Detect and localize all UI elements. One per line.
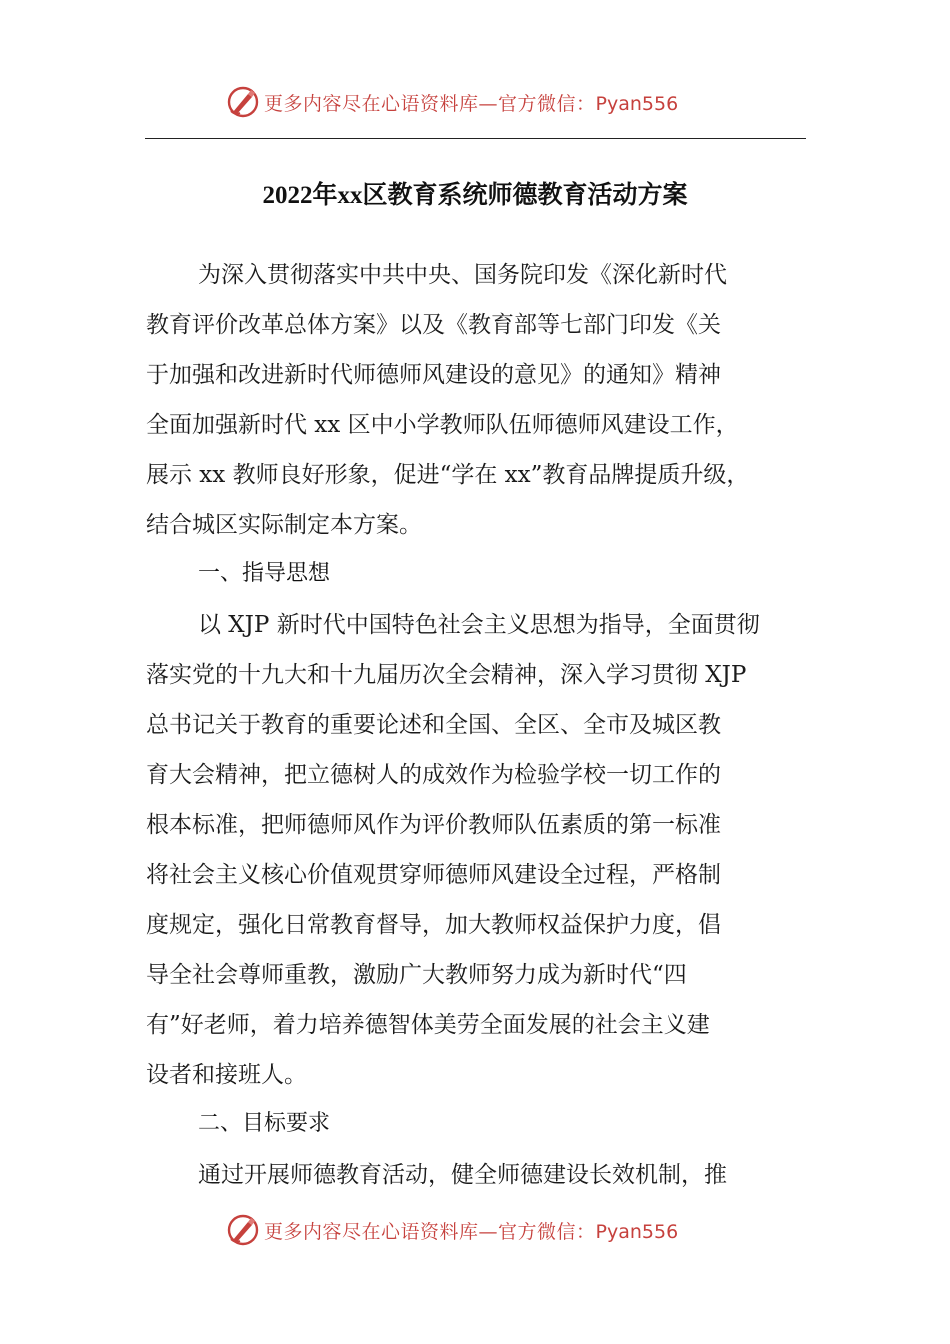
section1-line: 根本标准，把师德师风作为评价教师队伍素质的第一标准	[146, 812, 721, 838]
section1-line: 将社会主义核心价值观贯穿师德师风建设全过程，严格制	[146, 862, 721, 888]
document-title: 2022年xx区教育系统师德教育活动方案	[262, 182, 688, 209]
section-heading-guiding-ideology: 一、指导思想	[198, 561, 331, 586]
intro-line: 于加强和改进新时代师德师风建设的意见》的通知》精神	[146, 362, 721, 388]
intro-line: 为深入贯彻落实中共中央、国务院印发《深化新时代	[198, 262, 727, 288]
banner-text	[264, 1217, 678, 1244]
section2-line: 通过开展师德教育活动，健全师德建设长效机制，推	[198, 1162, 727, 1188]
header-banner	[226, 82, 678, 122]
section1-line: 以 XJP 新时代中国特色社会主义思想为指导，全面贯彻	[198, 612, 760, 638]
banner-dash: —	[478, 92, 499, 115]
section-heading-goals: 二、目标要求	[198, 1111, 331, 1136]
banner-handle: Pyan556	[595, 92, 679, 115]
banner-wechat-label: 官方微信：	[498, 1220, 596, 1243]
section1-line: 有”好老师，着力培养德智体美劳全面发展的社会主义建	[146, 1012, 710, 1038]
intro-line: 结合城区实际制定本方案。	[146, 512, 422, 538]
banner-brand: 更多内容尽在心语资料库	[264, 92, 479, 115]
intro-line: 教育评价改革总体方案》以及《教育部等七部门印发《关	[146, 312, 721, 338]
banner-text	[264, 89, 678, 116]
intro-line: 全面加强新时代 xx 区中小学教师队伍师德师风建设工作，	[146, 412, 739, 438]
footer-banner	[226, 1210, 678, 1250]
banner-wechat-label: 官方微信：	[498, 92, 596, 115]
banner-dash: —	[478, 1220, 499, 1243]
section1-line: 总书记关于教育的重要论述和全国、全区、全市及城区教	[146, 712, 721, 738]
banner-handle: Pyan556	[595, 1220, 679, 1243]
section1-line: 育大会精神，把立德树人的成效作为检验学校一切工作的	[146, 762, 721, 788]
pen-circle-logo-icon	[226, 1213, 260, 1247]
section1-line: 设者和接班人。	[146, 1062, 307, 1088]
header-divider	[145, 138, 806, 139]
section1-line: 落实党的十九大和十九届历次全会精神，深入学习贯彻 XJP	[146, 662, 747, 688]
banner-brand: 更多内容尽在心语资料库	[264, 1220, 479, 1243]
section1-line: 导全社会尊师重教，激励广大教师努力成为新时代“四	[146, 962, 687, 988]
section1-line: 度规定，强化日常教育督导，加大教师权益保护力度，倡	[146, 912, 721, 938]
intro-line: 展示 xx 教师良好形象，促进“学在 xx”教育品牌提质升级，	[146, 462, 750, 488]
pen-circle-logo-icon	[226, 85, 260, 119]
